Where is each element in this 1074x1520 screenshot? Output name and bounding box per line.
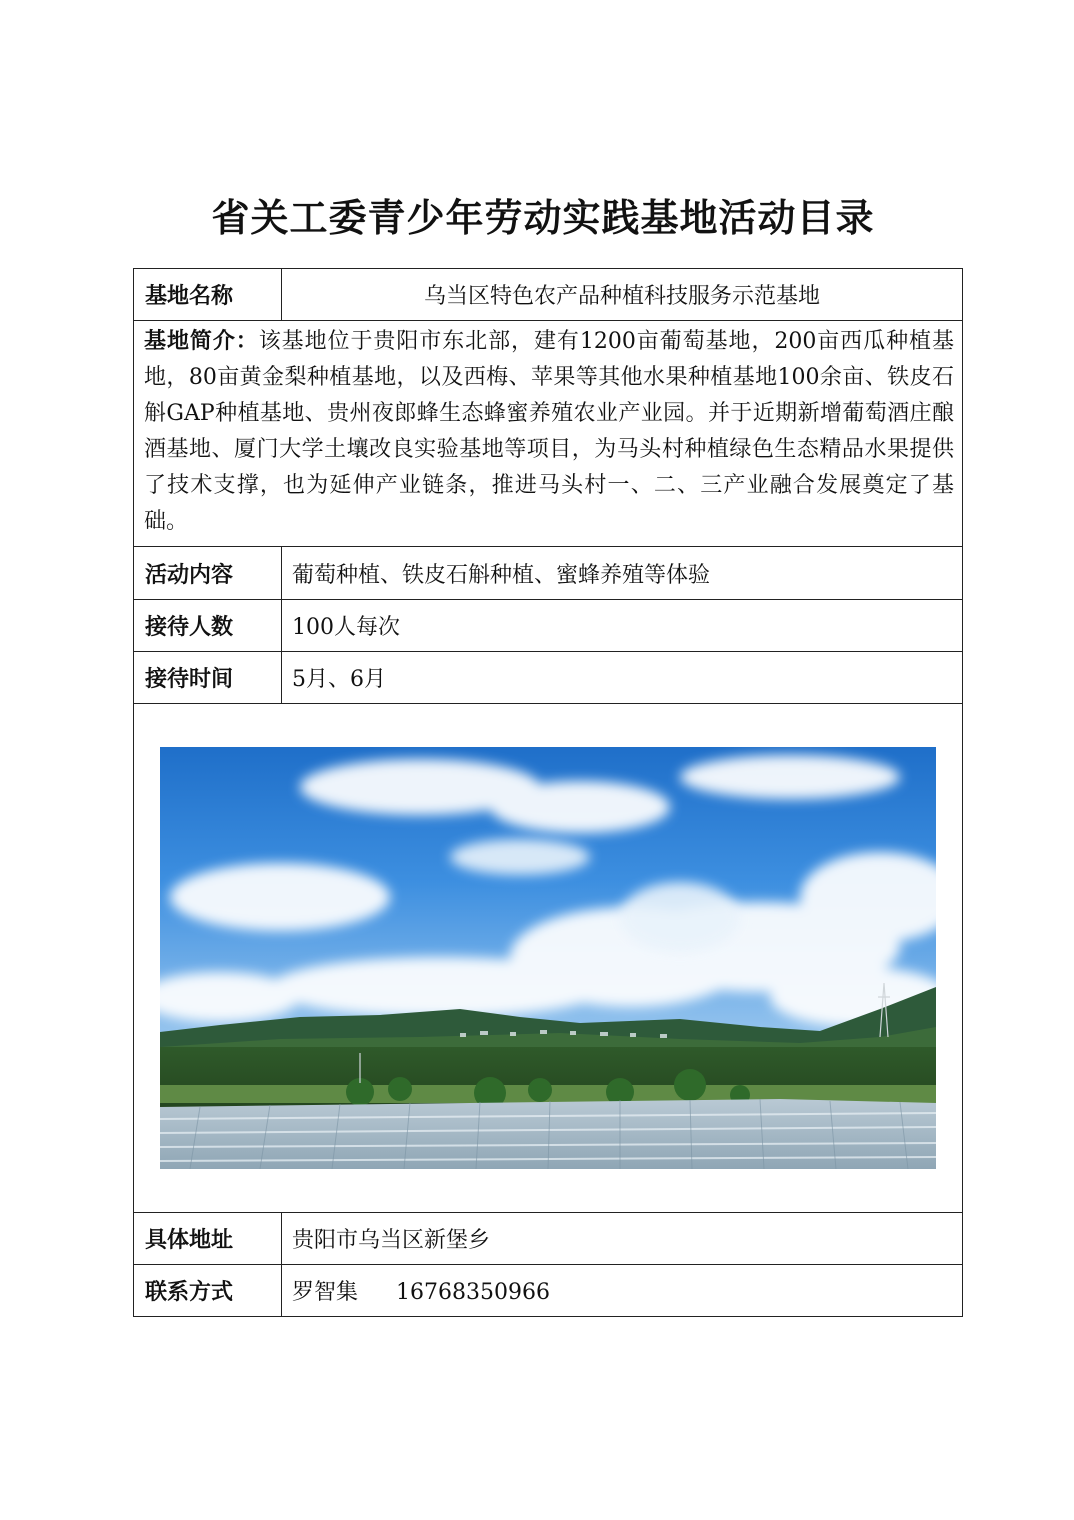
intro-cell — [134, 321, 963, 547]
intro-text: 该基地位于贵阳市东北部，建有1200亩葡萄基地，200亩西瓜种植基地，80亩黄金梨种植基地，以及西梅、苹果等其他水果种植基地100余亩、铁皮石斛GAP种植基地、贵州夜郎蜂生态蜂蜜养殖农业产业园。并于近期新增葡萄酒庄酿酒基地、厦门大学土壤改良实验基地等项目，为马头村种植绿色生态精品水果提供了技术支撑，也为延伸产业链条，推进马头村一、二、三产业融合发展奠定了基础。 — [144, 329, 954, 534]
base-info-table — [133, 268, 963, 1317]
row-address — [134, 1213, 963, 1265]
base-name-label: 基地名称 — [134, 269, 282, 321]
photo-cell — [134, 704, 963, 1213]
schedule-label: 接待时间 — [134, 652, 282, 704]
row-capacity — [134, 600, 963, 652]
contact-label: 联系方式 — [134, 1265, 282, 1317]
capacity-label: 接待人数 — [134, 600, 282, 652]
row-base-name — [134, 269, 963, 321]
row-activities — [134, 547, 963, 600]
activities-label: 活动内容 — [134, 547, 282, 600]
intro-label: 基地简介： — [144, 329, 259, 354]
contact-phone: 16768350966 — [396, 1280, 550, 1305]
address-value: 贵阳市乌当区新堡乡 — [282, 1213, 963, 1265]
schedule-value: 5月、6月 — [282, 652, 963, 704]
row-contact — [134, 1265, 963, 1317]
landscape-photo — [160, 747, 936, 1169]
row-photo — [134, 704, 963, 1213]
contact-name: 罗智集 — [292, 1280, 359, 1305]
address-label: 具体地址 — [134, 1213, 282, 1265]
row-intro — [134, 321, 963, 547]
capacity-value: 100人每次 — [282, 600, 963, 652]
row-schedule — [134, 652, 963, 704]
contact-value — [282, 1265, 963, 1317]
activities-value: 葡萄种植、铁皮石斛种植、蜜蜂养殖等体验 — [282, 547, 963, 600]
page-title: 省关工委青少年劳动实践基地活动目录 — [211, 196, 875, 240]
base-name-value: 乌当区特色农产品种植科技服务示范基地 — [282, 269, 963, 321]
